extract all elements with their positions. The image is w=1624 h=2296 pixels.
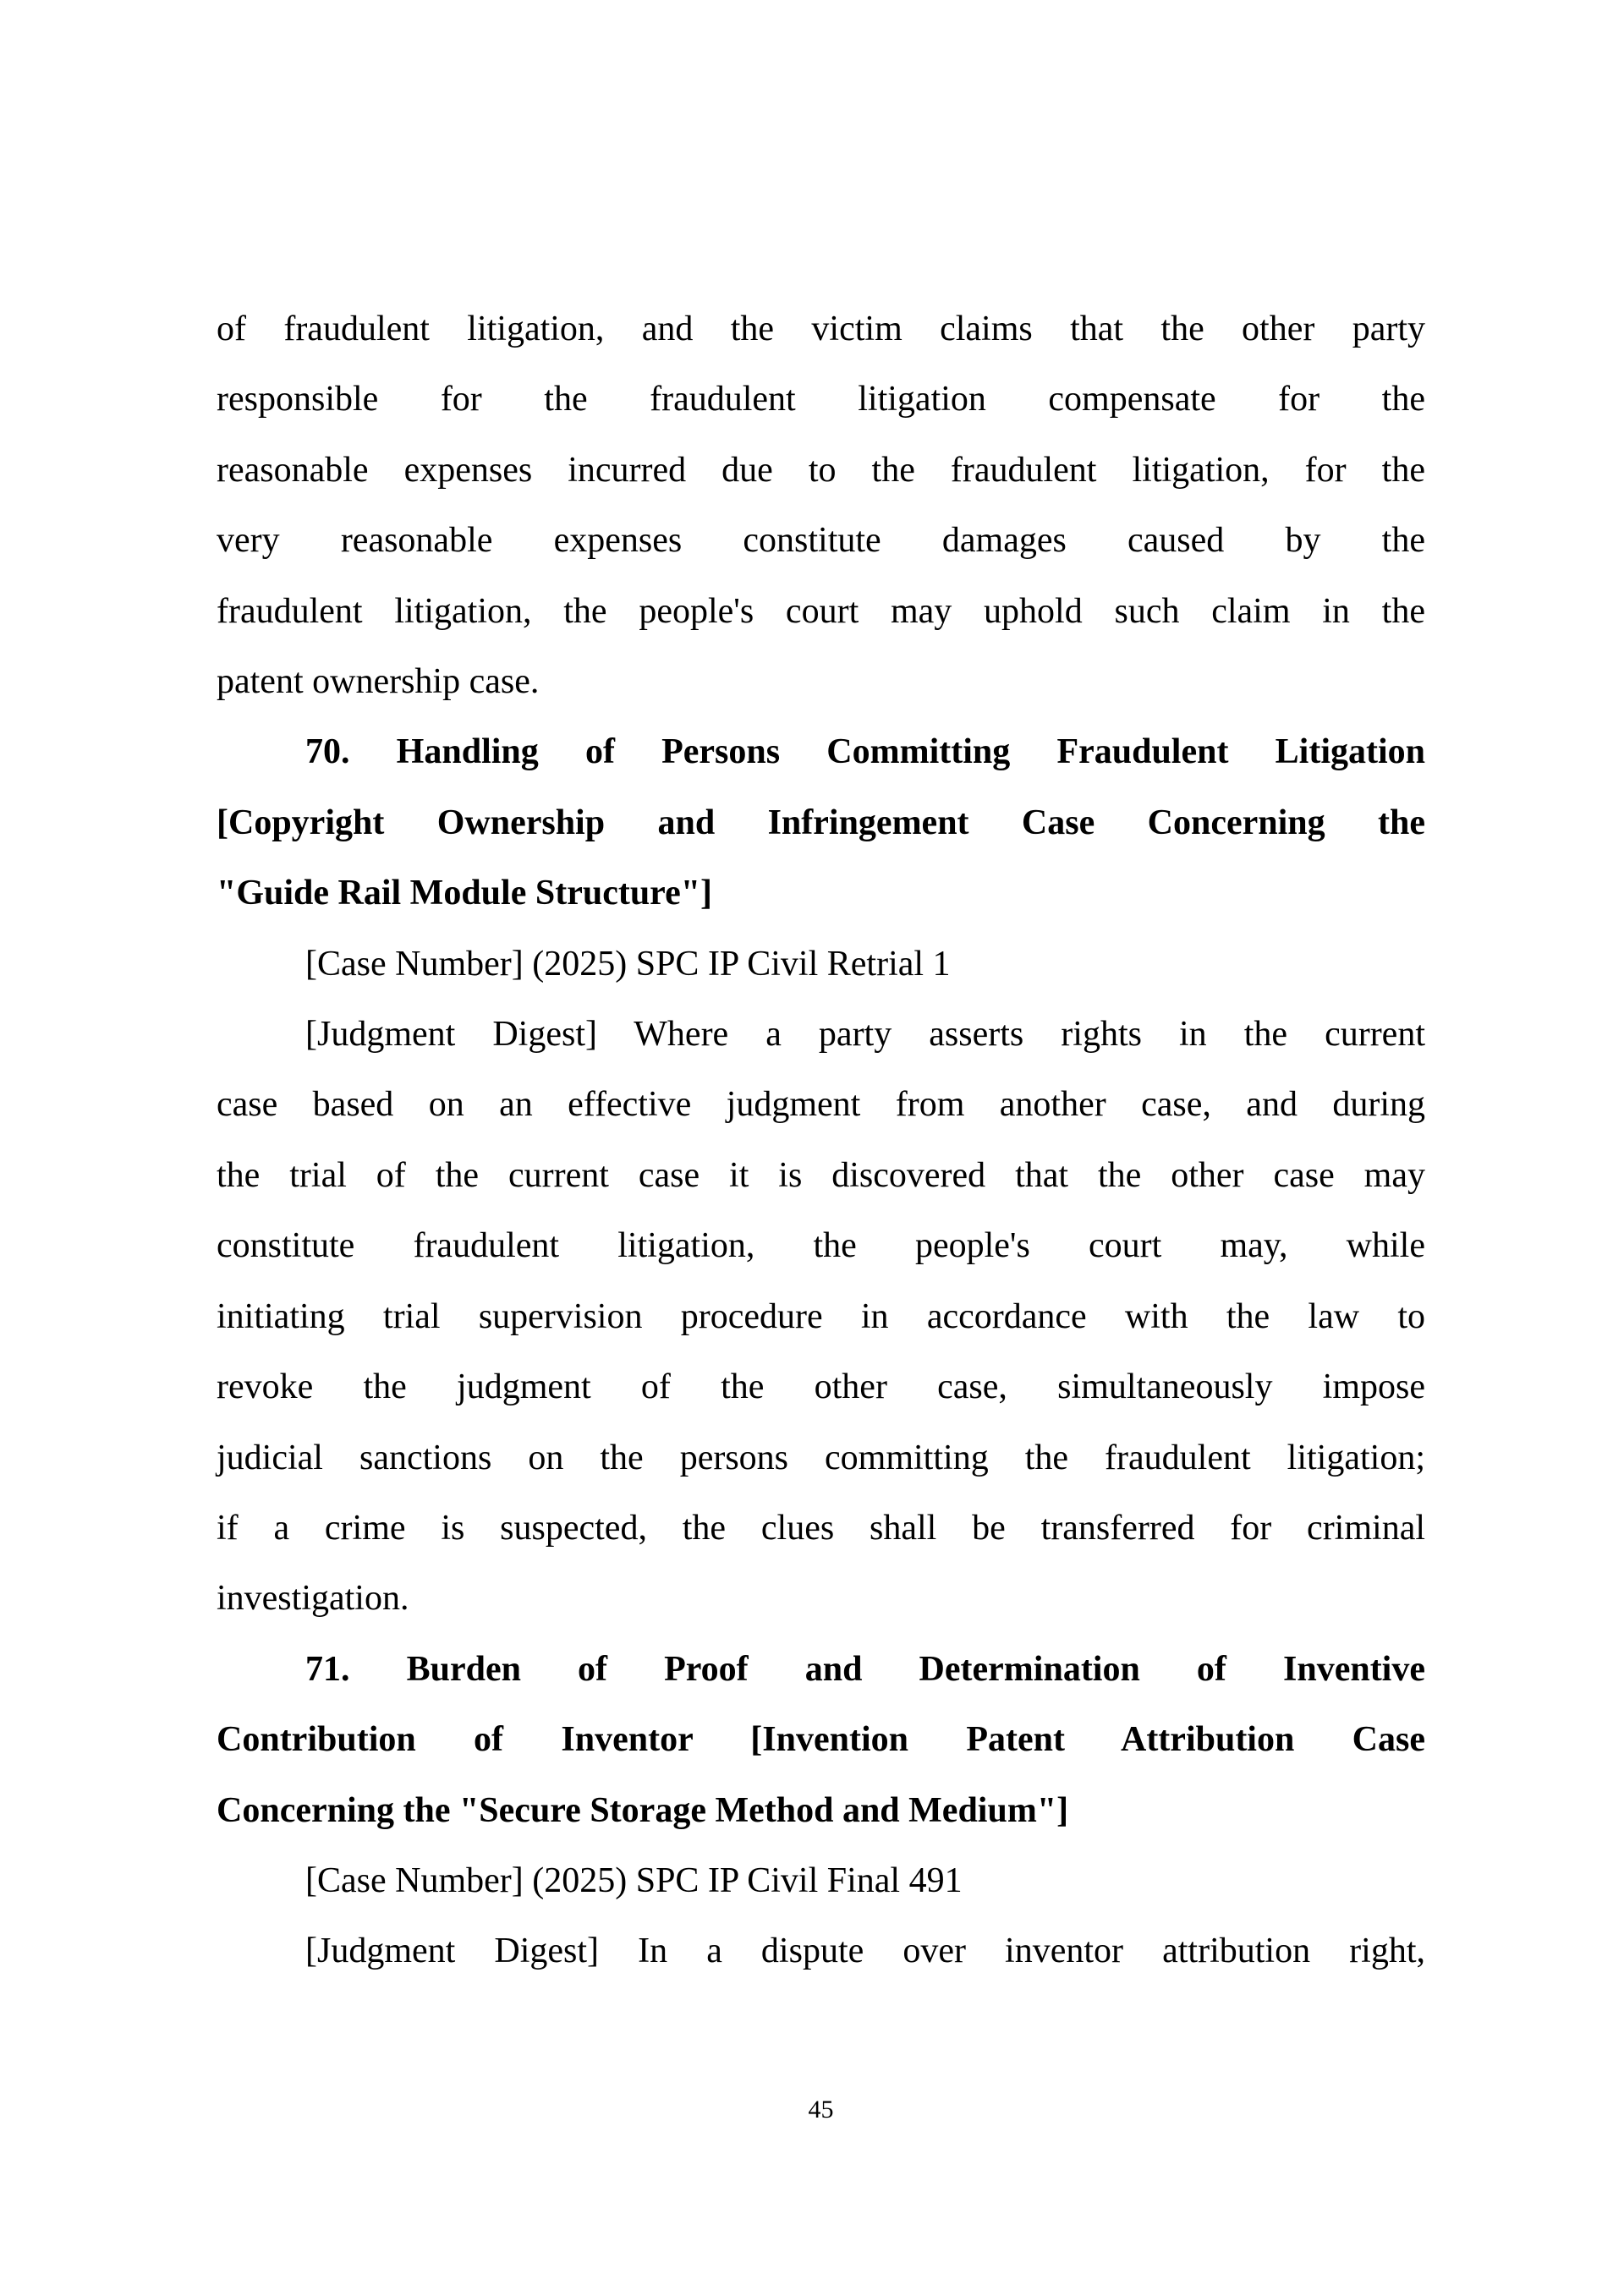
text-line: [Judgment Digest] In a dispute over inventor attribution right, xyxy=(305,1932,1425,1971)
case-heading-71 xyxy=(217,1635,1425,1846)
text-line: constitute fraudulent litigation, the people's court may, while xyxy=(217,1226,1425,1266)
text-line: Contribution of Inventor [Invention Patent Attribution Case xyxy=(217,1720,1425,1760)
text-line: fraudulent litigation, the people's court may uphold such claim in the xyxy=(217,591,1425,631)
continuation-paragraph xyxy=(217,294,1425,717)
text-line: [Case Number] (2025) SPC IP Civil Final 491 xyxy=(305,1860,963,1900)
text-line: [Judgment Digest] Where a party asserts rights in the current xyxy=(305,1015,1425,1055)
text-line: of fraudulent litigation, and the victim claims that the other party xyxy=(217,310,1425,348)
text-line: judicial sanctions on the persons committing the fraudulent litigation; xyxy=(217,1438,1425,1477)
text-line: if a crime is suspected, the clues shall be transferred for criminal xyxy=(217,1508,1425,1548)
text-line: [Case Number] (2025) SPC IP Civil Retrial 1 xyxy=(305,944,951,984)
text-line: very reasonable expenses constitute damages caused by the xyxy=(217,521,1425,561)
text-line: case based on an effective judgment from another case, and during xyxy=(217,1085,1425,1125)
text-line: initiating trial supervision procedure in accordance with the law to xyxy=(217,1296,1425,1336)
text-line: "Guide Rail Module Structure"] xyxy=(217,874,713,913)
text-line: [Copyright Ownership and Infringement Case Concerning the xyxy=(217,803,1425,842)
text-line: patent ownership case. xyxy=(217,662,540,702)
case-number-70 xyxy=(217,929,1425,1000)
text-line: revoke the judgment of the other case, simultaneously impose xyxy=(217,1367,1425,1407)
text-line: the trial of the current case it is discovered that the other case may xyxy=(217,1155,1425,1195)
text-line: 70. Handling of Persons Committing Fraudulent Litigation xyxy=(305,732,1425,772)
page-body xyxy=(217,294,1425,1987)
text-line: investigation. xyxy=(217,1579,409,1619)
text-line: responsible for the fraudulent litigation compensate for the xyxy=(217,380,1425,419)
text-line: 71. Burden of Proof and Determination of Inventive xyxy=(305,1649,1425,1689)
case-number-71 xyxy=(217,1846,1425,1916)
text-line: reasonable expenses incurred due to the fraudulent litigation, for the xyxy=(217,450,1425,490)
judgment-digest-70 xyxy=(217,1000,1425,1635)
page-number: 45 xyxy=(808,2096,834,2123)
judgment-digest-71 xyxy=(217,1916,1425,1986)
case-heading-70 xyxy=(217,717,1425,929)
text-line: Concerning the "Secure Storage Method and Medium"] xyxy=(217,1790,1069,1830)
